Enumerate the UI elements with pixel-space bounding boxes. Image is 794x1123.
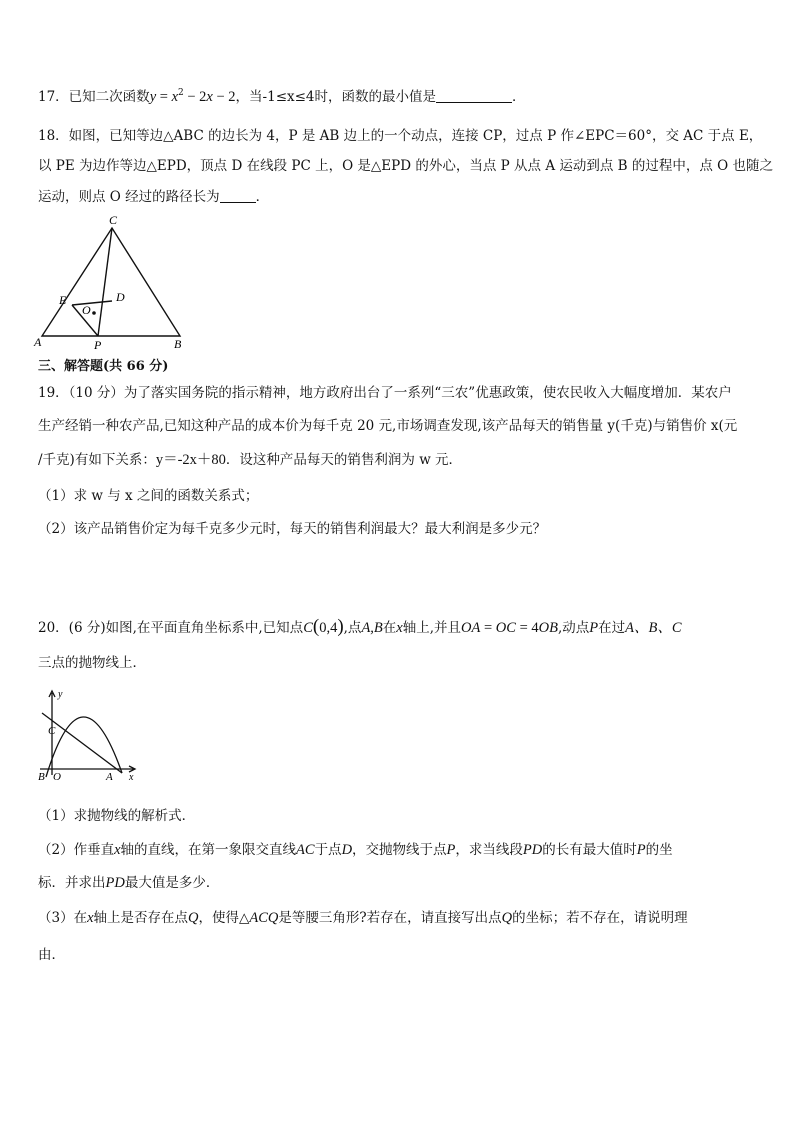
- label-a2: A: [106, 771, 113, 783]
- q20-line-1: 20．(6 分)如图,在平面直角坐标系中,已知点C(0,4),点A,B在x轴上,并且OA = OC = 4OB,动点P在过A、B、C: [38, 616, 682, 637]
- label-x: x: [129, 772, 134, 783]
- q20-sub-2: （2）作垂直x轴的直线，在第一象限交直线AC于点D，交抛物线于点P，求当线段PD的长有最大值时P的坐: [38, 842, 673, 858]
- q17-answer-blank: [436, 88, 512, 103]
- label-d: D: [116, 290, 125, 304]
- segment-ed: [72, 301, 112, 305]
- label-e: E: [59, 293, 67, 307]
- section-heading: 三、解答题(共 66 分): [38, 359, 169, 374]
- q20-sub-2-cont: 标．并求出PD最大值是多少．: [38, 875, 220, 891]
- q20-sub-3: （3）在x轴上是否存在点Q，使得△ACQ是等腰三角形?若存在，请直接写出点Q的坐标；若不存在，请说明理: [38, 910, 688, 926]
- q18-answer-blank: [220, 188, 256, 203]
- q18-triangle-figure: [30, 210, 190, 350]
- q20-point-c: C: [303, 620, 313, 636]
- q20-sub-1: （1）求抛物线的解析式．: [38, 808, 196, 824]
- label-a: A: [34, 335, 42, 349]
- q19-formula: y＝-2x＋80: [155, 452, 226, 468]
- q17-condition: ，当-1≤x≤4时，函数的最小值是: [235, 89, 437, 105]
- question-17: 17．已知二次函数$y = x^2 - 2x - 2$，当-1≤x≤4时，函数的最小值是 ．: [38, 88, 526, 105]
- q18-line-3: 运动，则点 O 经过的路径长为 ．: [38, 189, 270, 205]
- q19-line-2: 生产经销一种农产品,已知这种产品的成本价为每千克 20 元,市场调查发现,该产品每天的销售量 y(千克)与销售价 x(元: [38, 418, 738, 434]
- q20-sub-3-cont: 由．: [38, 947, 65, 963]
- q19-line-3: /千克)有如下关系：y＝-2x＋80．设这种产品每天的销售利润为 w 元．: [38, 452, 463, 468]
- q18-line-2: 以 PE 为边作等边△EPD，顶点 D 在线段 PC 上，O 是△EPD 的外心，当点 P 从点 A 运动到点 B 的过程中，点 O 也随之: [38, 158, 774, 174]
- q19-sub-2: （2）该产品销售价定为每千克多少元时，每天的销售利润最大？最大利润是多少元？: [38, 521, 547, 537]
- parabola-curve: [46, 717, 122, 777]
- label-o: O: [82, 303, 91, 317]
- label-c: C: [109, 213, 118, 227]
- point-o: [92, 311, 96, 315]
- q19-sub-1: （1）求 w 与 x 之间的函数关系式；: [38, 488, 259, 504]
- q19-line-1: 19．（10 分）为了落实国务院的指示精神，地方政府出台了一系列“三农”优惠政策，使农民收入大幅度增加．某农户: [38, 385, 732, 401]
- q20-line-2: 三点的抛物线上．: [38, 655, 146, 671]
- segment-cp: [98, 228, 112, 336]
- triangle-abc: [42, 228, 180, 336]
- label-b: B: [174, 337, 182, 350]
- label-c2: C: [48, 725, 56, 737]
- label-p: P: [94, 338, 102, 350]
- q20-equation: OA: [461, 620, 481, 636]
- label-o2: O: [53, 771, 61, 783]
- q18-line-1: 18．如图，已知等边△ABC 的边长为 4，P 是 AB 边上的一个动点，连接 CP，过点 P 作∠EPC＝60°，交 AC 于点 E，: [38, 128, 763, 144]
- label-b2: B: [38, 771, 45, 783]
- q17-function-formula: y: [149, 89, 157, 105]
- label-y: y: [58, 689, 63, 700]
- q20-parabola-figure: [34, 685, 144, 785]
- q17-prefix: 17．已知二次函数: [38, 89, 150, 105]
